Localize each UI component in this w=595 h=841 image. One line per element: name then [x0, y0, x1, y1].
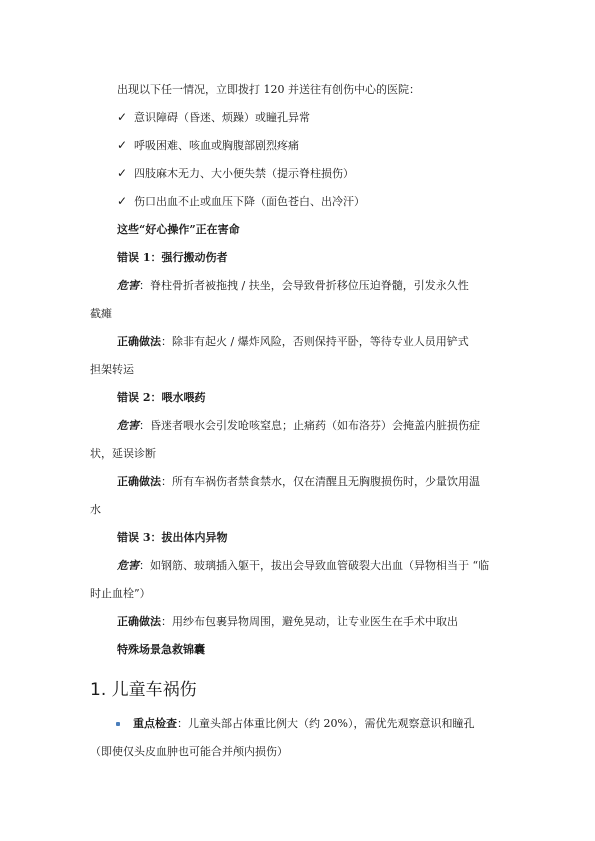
correct-label: 正确做法	[117, 615, 161, 628]
correct-label: 正确做法	[117, 335, 161, 348]
check-label: 重点检查	[133, 717, 177, 730]
harm-text-cont: 时止血栓”）	[90, 587, 151, 600]
checklist-item: 意识障碍（昏迷、烦躁）或瞳孔异常	[134, 111, 310, 124]
checklist-item: 四肢麻木无力、大小便失禁（提示脊柱损伤）	[134, 167, 354, 180]
checkmark-icon: ✓	[117, 138, 128, 152]
harm-label: 危害	[117, 419, 139, 432]
harm-text: ：脊柱骨折者被拖拽 / 扶坐，会导致骨折移位压迫脊髓，引发永久性	[139, 279, 469, 292]
check-text-cont: （即使仅头皮血肿也可能合并颅内损伤）	[90, 745, 288, 758]
correct-paragraph	[117, 615, 458, 629]
harm-paragraph	[117, 419, 480, 433]
error-title: 错误 1：强行搬动伤者	[117, 251, 228, 264]
correct-text: ：所有车祸伤者禁食禁水，仅在清醒且无胸腹损伤时，少量饮用温	[161, 475, 480, 488]
section-heading: 1. 儿童车祸伤	[90, 680, 197, 700]
harm-paragraph	[117, 279, 469, 293]
check-text: ：儿童头部占体重比例大（约 20%），需优先观察意识和瞳孔	[177, 717, 475, 730]
error-title: 错误 2：喂水喂药	[117, 391, 206, 404]
checklist-item: 伤口出血不止或血压下降（面色苍白、出冷汗）	[134, 195, 365, 208]
harm-text: ：昏迷者喂水会引发呛咳窒息；止痛药（如布洛芬）会掩盖内脏损伤症	[139, 419, 480, 432]
section-title: 这些“好心操作”正在害命	[117, 223, 240, 236]
correct-paragraph	[117, 335, 469, 349]
correct-label: 正确做法	[117, 475, 161, 488]
harm-label: 危害	[117, 559, 139, 572]
intro-text: 出现以下任一情况，立即拨打 120 并送往有创伤中心的医院：	[117, 83, 420, 96]
correct-text: ：用纱布包裹异物周围，避免晃动，让专业医生在手术中取出	[161, 615, 458, 628]
special-title: 特殊场景急救锦囊	[117, 643, 205, 656]
error-title: 错误 3：拔出体内异物	[117, 531, 228, 544]
correct-text-cont: 水	[90, 503, 101, 516]
correct-paragraph	[117, 475, 480, 489]
harm-text-cont: 截瘫	[90, 307, 112, 320]
harm-text: ：如钢筋、玻璃插入躯干，拔出会导致血管破裂大出血（异物相当于 “临	[139, 559, 490, 572]
correct-text: ：除非有起火 / 爆炸风险，否则保持平卧，等待专业人员用铲式	[161, 335, 469, 348]
checkmark-icon: ✓	[117, 166, 128, 180]
checkmark-icon: ✓	[117, 110, 128, 124]
checklist-item: 呼吸困难、咳血或胸腹部剧烈疼痛	[134, 139, 299, 152]
correct-text-cont: 担架转运	[90, 363, 134, 376]
bullet-paragraph	[133, 717, 474, 731]
square-bullet-icon	[116, 722, 120, 726]
harm-text-cont: 状，延误诊断	[90, 447, 156, 460]
checkmark-icon: ✓	[117, 194, 128, 208]
harm-paragraph	[117, 559, 489, 573]
harm-label: 危害	[117, 279, 139, 292]
